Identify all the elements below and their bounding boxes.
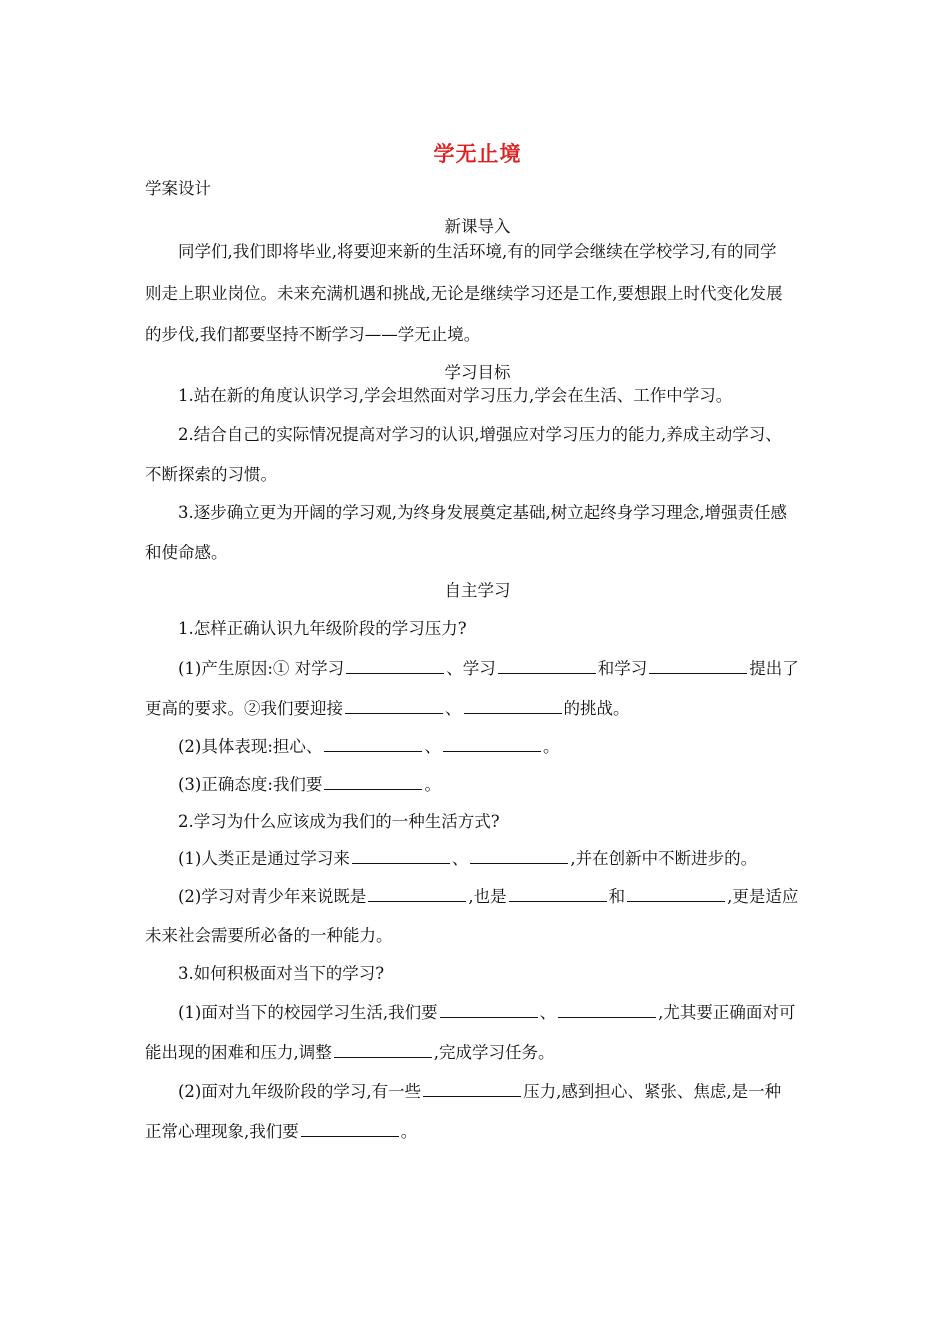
section-label: 学案设计 [145, 179, 211, 198]
answer-blank[interactable] [352, 847, 450, 864]
answer-blank[interactable] [301, 1120, 399, 1137]
answer-blank[interactable] [509, 885, 607, 902]
goal-line: 1.站在新的角度认识学习,学会坦然面对学习压力,学会在生活、工作中学习。 [178, 386, 733, 405]
answer-blank[interactable] [346, 657, 444, 674]
q1-item-3: (3)正确态度:我们要 。 [178, 775, 441, 794]
q1-item-1-cont: 更高的要求。②我们要迎接 、 的挑战。 [145, 699, 630, 718]
answer-blank[interactable] [440, 1001, 538, 1018]
answer-blank[interactable] [470, 847, 568, 864]
goal-line: 和使命感。 [145, 543, 228, 562]
answer-blank[interactable] [498, 657, 596, 674]
answer-blank[interactable] [464, 697, 562, 714]
answer-blank[interactable] [558, 1001, 656, 1018]
answer-blank[interactable] [627, 885, 725, 902]
question-2: 2.学习为什么应该成为我们的一种生活方式? [178, 812, 500, 831]
question-1: 1.怎样正确认识九年级阶段的学习压力? [178, 619, 467, 638]
heading-intro: 新课导入 [444, 217, 511, 236]
q3-item-2: (2)面对九年级阶段的学习,有一些 压力,感到担心、紧张、焦虑,是一种 [178, 1082, 782, 1101]
answer-blank[interactable] [345, 697, 443, 714]
goal-line: 2.结合自己的实际情况提高对学习的认识,增强应对学习压力的能力,养成主动学习、 [178, 425, 782, 444]
heading-self-study: 自主学习 [444, 581, 511, 600]
answer-blank[interactable] [324, 773, 422, 790]
goal-line: 不断探索的习惯。 [145, 465, 277, 484]
question-3: 3.如何积极面对当下的学习? [178, 964, 385, 983]
q3-item-2-cont: 正常心理现象,我们要 。 [145, 1122, 418, 1141]
q1-item-1: (1)产生原因:① 对学习 、学习 和学习 提出了 [178, 659, 799, 678]
document-title: 学无止境 [433, 142, 522, 166]
answer-blank[interactable] [368, 885, 466, 902]
answer-blank[interactable] [443, 735, 541, 752]
q3-item-1: (1)面对当下的校园学习生活,我们要 、 ,尤其要正确面对可 [178, 1003, 796, 1022]
answer-blank[interactable] [324, 735, 422, 752]
answer-blank[interactable] [649, 657, 747, 674]
intro-line: 的步伐,我们都要坚持不断学习——学无止境。 [145, 325, 481, 344]
q1-item-2: (2)具体表现:担心、 、 。 [178, 737, 560, 756]
answer-blank[interactable] [423, 1080, 521, 1097]
heading-goals: 学习目标 [444, 363, 511, 382]
q3-item-1-cont: 能出现的困难和压力,调整 ,完成学习任务。 [145, 1043, 555, 1062]
q2-item-1: (1)人类正是通过学习来 、 ,并在创新中不断进步的。 [178, 849, 758, 868]
q2-item-2: (2)学习对青少年来说既是 ,也是 和 ,更是适应 [178, 887, 799, 906]
q2-item-2-cont: 未来社会需要所必备的一种能力。 [145, 926, 393, 945]
answer-blank[interactable] [334, 1041, 432, 1058]
intro-line: 同学们,我们即将毕业,将要迎来新的生活环境,有的同学会继续在学校学习,有的同学 [178, 242, 777, 261]
goal-line: 3.逐步确立更为开阔的学习观,为终身发展奠定基础,树立起终身学习理念,增强责任感 [178, 503, 787, 522]
intro-line: 则走上职业岗位。未来充满机遇和挑战,无论是继续学习还是工作,要想跟上时代变化发展 [145, 284, 783, 303]
